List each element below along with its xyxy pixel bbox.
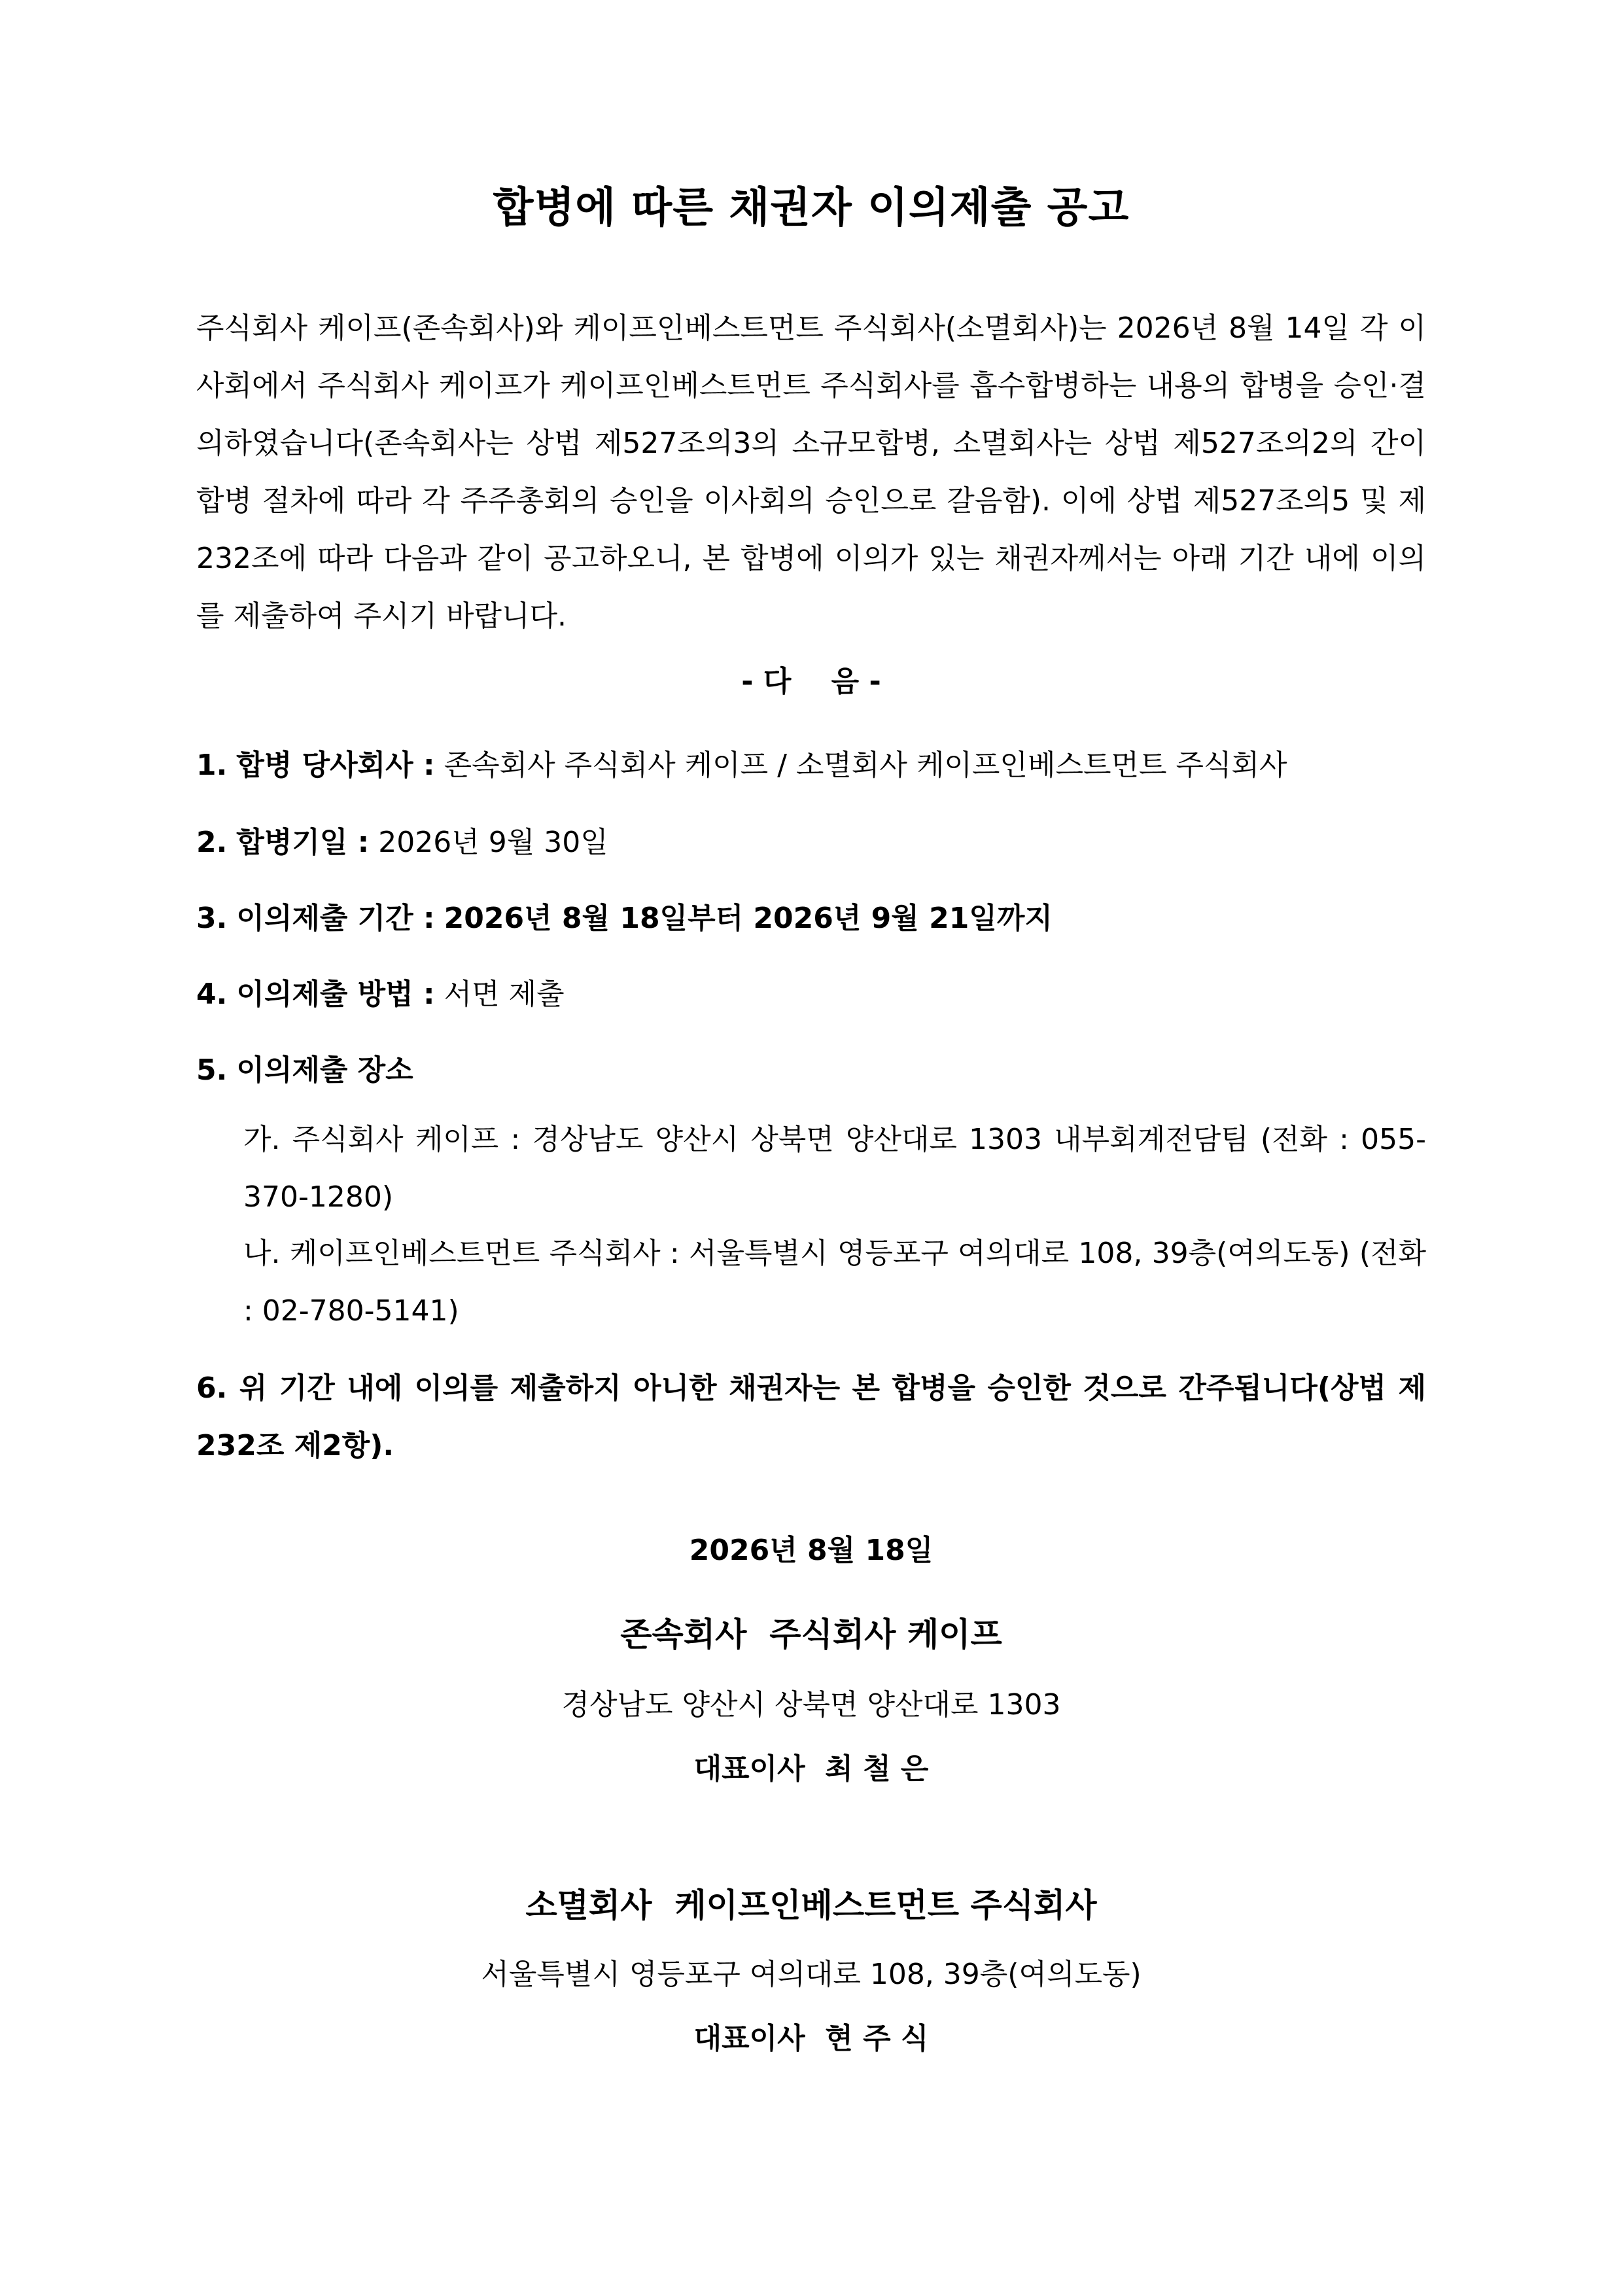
surviving-company-address: 경상남도 양산시 상북면 양산대로 1303 bbox=[561, 1688, 1061, 1722]
surviving-company-ceo: 대표이사 최 철 은 bbox=[693, 1752, 929, 1786]
item-value: 서면 제출 bbox=[444, 978, 565, 1011]
place-kape-investment: 나. 케이프인베스트먼트 주식회사 : 서울특별시 영등포구 여의대로 108, 39층(여의도동) (전화 : 02-780-5141) bbox=[243, 1237, 1426, 1328]
item-label: 합병 당사회사 : bbox=[236, 749, 435, 782]
item-merging-companies bbox=[196, 739, 1426, 792]
notice-date: 2026년 8월 18일 bbox=[689, 1534, 934, 1567]
item-deemed-approval: 6. 위 기간 내에 이의를 제출하지 아니한 채권자는 본 합병을 승인한 것으로 간주됩니다(상법 제232조 제2항). bbox=[196, 1371, 1426, 1462]
item-value: 2026년 8월 18일부터 2026년 9월 21일까지 bbox=[444, 902, 1053, 935]
place-kape: 가. 주식회사 케이프 : 경상남도 양산시 상북면 양산대로 1303 내부회계전담팀 (전화 : 055-370-1280) bbox=[243, 1123, 1426, 1214]
item-merger-date bbox=[196, 817, 1426, 869]
notice-page bbox=[196, 0, 1426, 2296]
item-number: 2. bbox=[196, 826, 228, 859]
item-label: 이의제출 장소 bbox=[236, 1053, 413, 1087]
surviving-company-name: 존속회사 주식회사 케이프 bbox=[620, 1616, 1002, 1653]
da-eum-heading: - 다 음 - bbox=[741, 665, 881, 698]
dissolving-company-ceo: 대표이사 현 주 식 bbox=[693, 2022, 929, 2055]
item-number: 1. bbox=[196, 749, 228, 782]
item-label: 합병기일 : bbox=[236, 826, 370, 859]
item-value: 2026년 9월 30일 bbox=[378, 826, 608, 859]
item-objection-period bbox=[196, 892, 1426, 945]
dissolving-company-address: 서울특별시 영등포구 여의대로 108, 39층(여의도동) bbox=[481, 1958, 1142, 1991]
item-label: 이의제출 방법 : bbox=[236, 978, 435, 1011]
item-value: 존속회사 주식회사 케이프 / 소멸회사 케이프인베스트먼트 주식회사 bbox=[444, 749, 1287, 782]
item-number: 5. bbox=[196, 1053, 228, 1087]
item-number: 4. bbox=[196, 978, 228, 1011]
item-number: 3. bbox=[196, 902, 228, 935]
intro-paragraph: 주식회사 케이프(존속회사)와 케이프인베스트먼트 주식회사(소멸회사)는 2026년 8월 14일 각 이사회에서 주식회사 케이프가 케이프인베스트먼트 주식회사를 흡수합병하는 내용의 합병을 승인·결의하였습니다(존속회사는 상법 제527조의3의 소규모합병, 소멸회사는 상법 제527조의2의 간이합병 절차에 따라 각 주주총회의 승인을 이사회의 승인으로 갈음함). 이에 상법 제527조의5 및 제232조에 따라 다음과 같이 공고하오니, 본 합병에 이의가 있는 채권자께서는 아래 기간 내에 이의를 제출하여 주시기 바랍니다. bbox=[196, 311, 1426, 633]
item-objection-place bbox=[196, 1044, 1426, 1097]
dissolving-company-name: 소멸회사 케이프인베스트먼트 주식회사 bbox=[525, 1886, 1097, 1924]
item-label: 이의제출 기간 : bbox=[236, 902, 435, 935]
notice-title: 합병에 따른 채권자 이의제출 공고 bbox=[493, 184, 1130, 232]
item-objection-method bbox=[196, 968, 1426, 1021]
